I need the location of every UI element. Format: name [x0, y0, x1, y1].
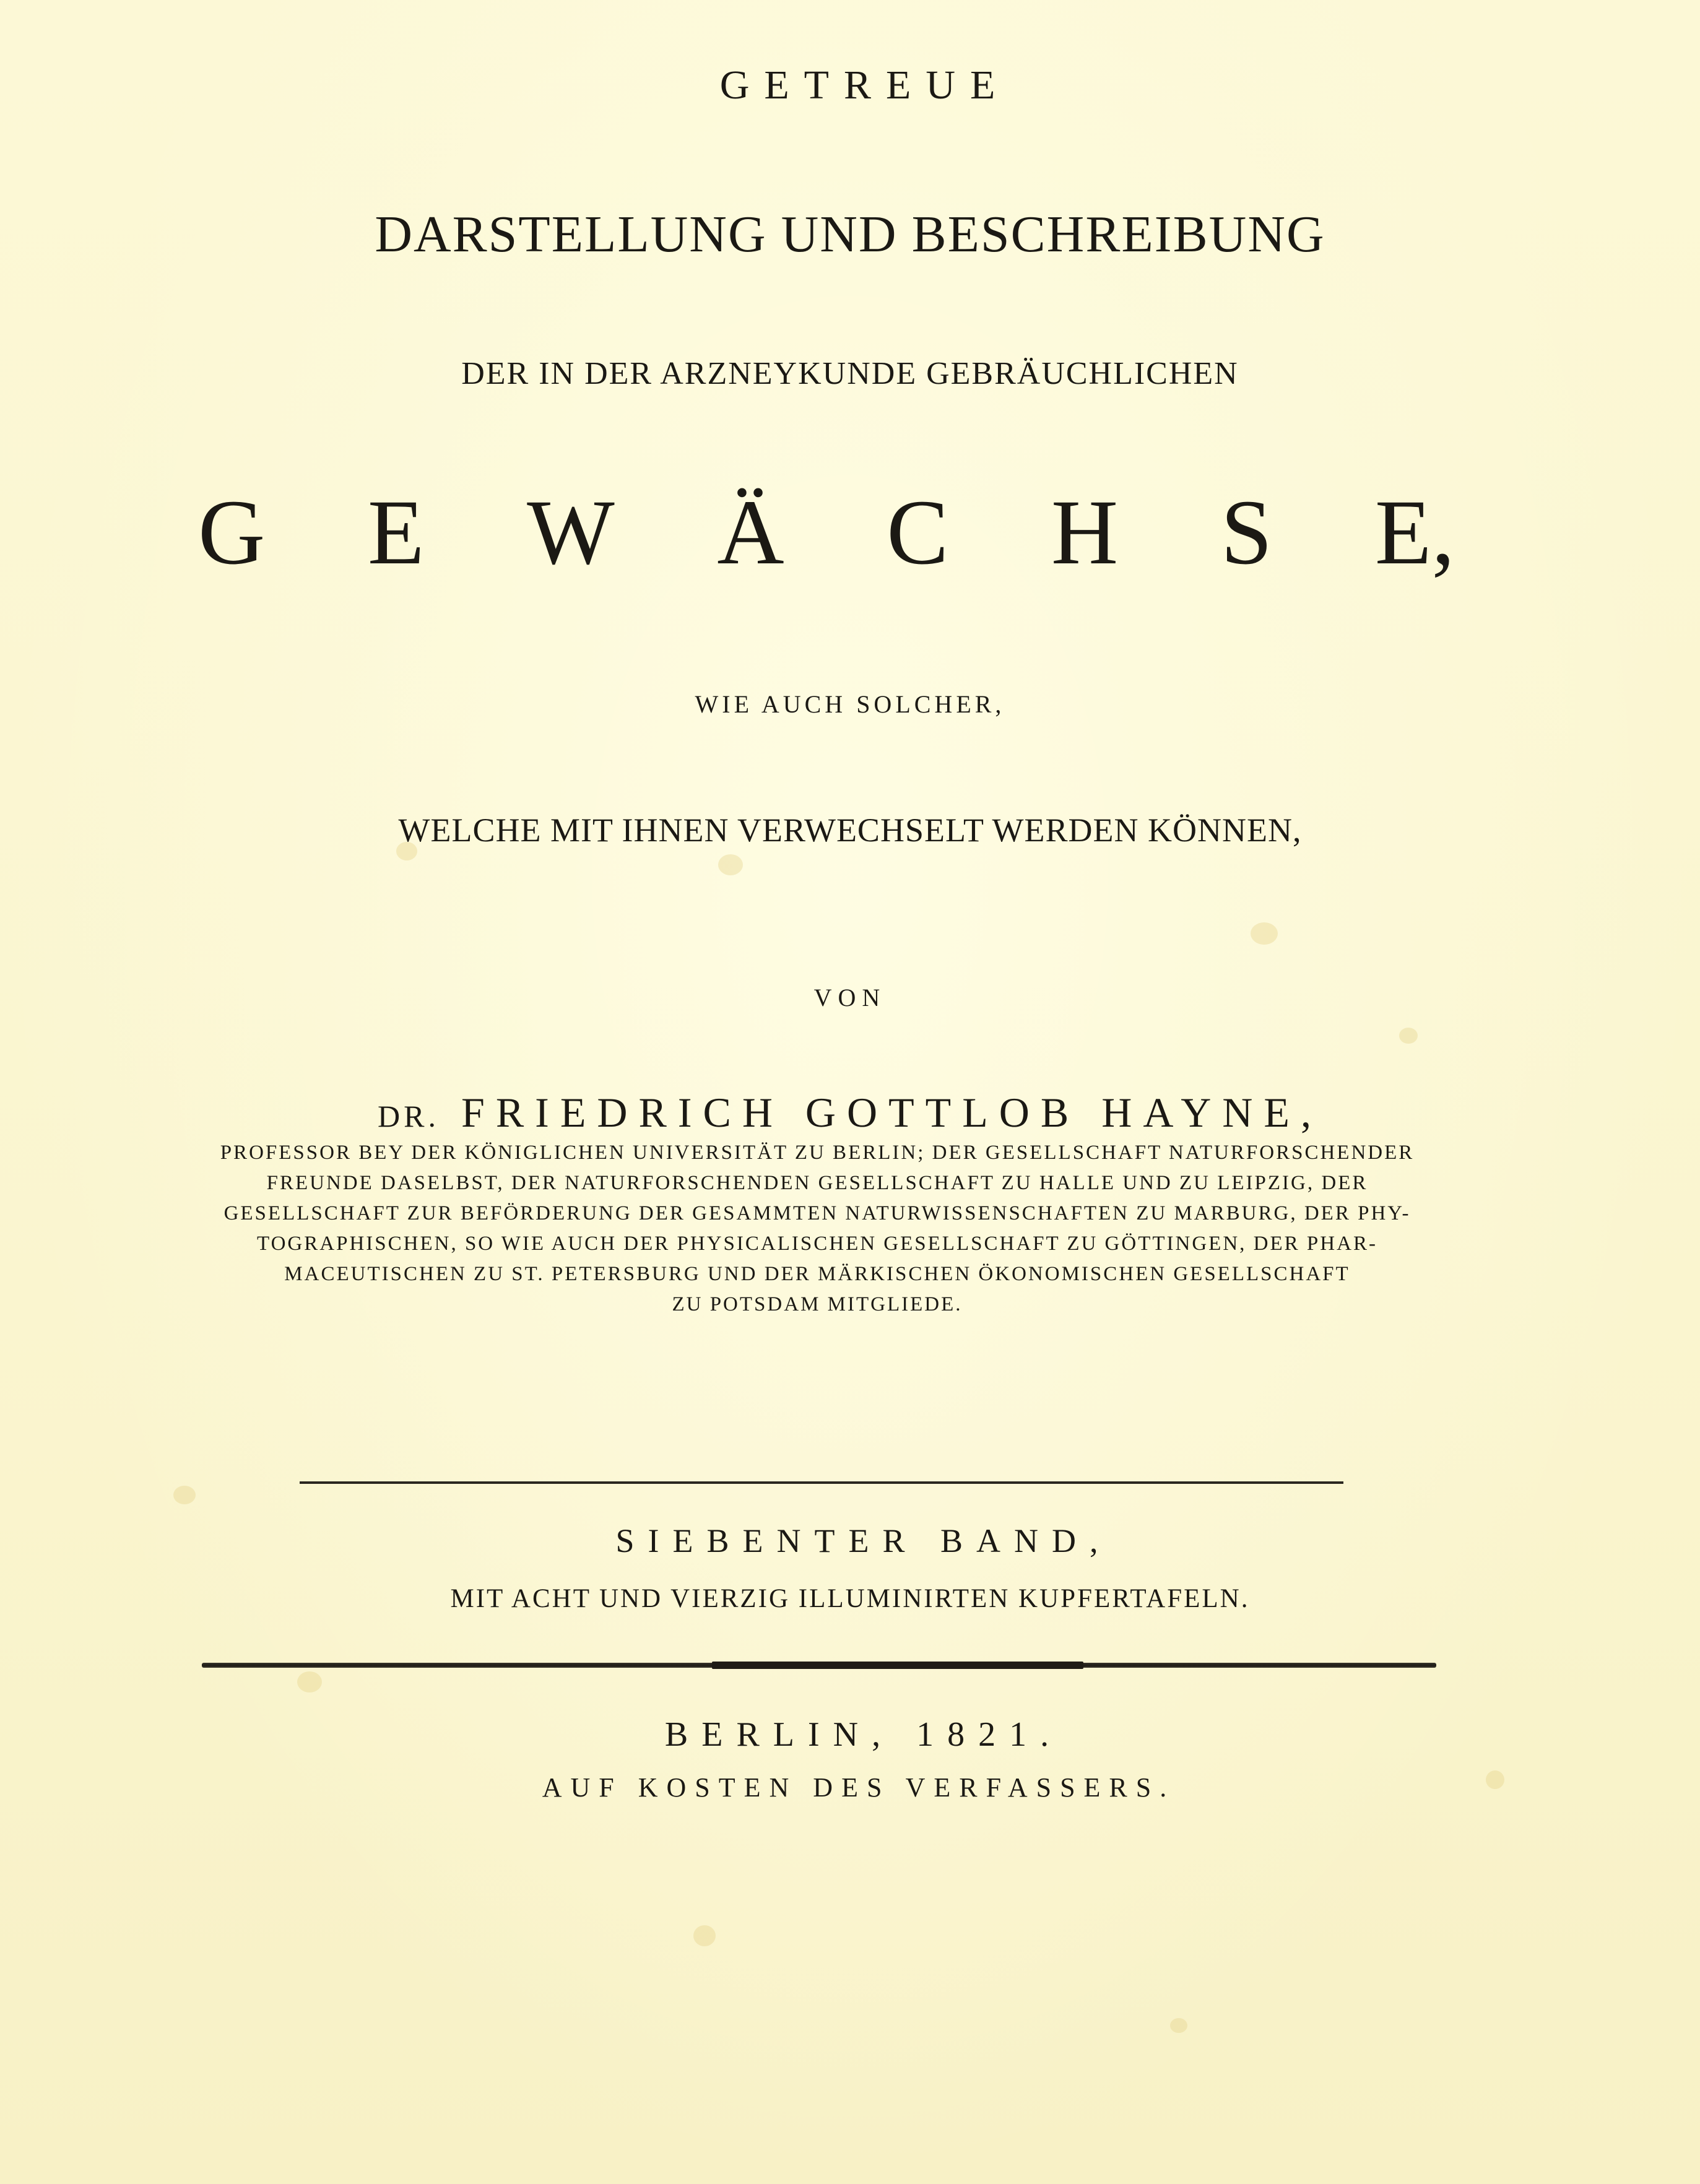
- imprint-publisher: AUF KOSTEN DES VERFASSERS.: [542, 1772, 1176, 1803]
- affiliation-line: GESELLSCHAFT ZUR BEFÖRDERUNG DER GESAMMTEN NATURWISSENSCHAFTEN ZU MARBURG, DER PHY-: [223, 1202, 1411, 1224]
- title-letter: C: [887, 481, 949, 584]
- title-letter: Ä: [717, 481, 784, 584]
- affiliation-line: FREUNDE DASELBST, DER NATURFORSCHENDEN GESELLSCHAFT ZU HALLE UND ZU LEIPZIG, DER: [266, 1172, 1368, 1194]
- author-prefix: DR.: [378, 1099, 440, 1133]
- title-line-darstellung: DARSTELLUNG UND BESCHREIBUNG: [375, 206, 1325, 263]
- foxing-spot: [1170, 2018, 1187, 2033]
- foxing-spot: [718, 854, 743, 875]
- affiliation-line: MACEUTISCHEN ZU ST. PETERSBURG UND DER MÄRKISCHEN ÖKONOMISCHEN GESELLSCHAFT: [284, 1263, 1350, 1285]
- title-line-arzneykunde: DER IN DER ARZNEYKUNDE GEBRÄUCHLICHEN: [461, 356, 1239, 391]
- affiliation-line: TOGRAPHISCHEN, SO WIE AUCH DER PHYSICALISCHEN GESELLSCHAFT ZU GÖTTINGEN, DER PHAR-: [257, 1233, 1377, 1255]
- author-affiliations: [186, 1138, 1449, 1320]
- author-name: FRIEDRICH GOTTLOB HAYNE,: [461, 1089, 1322, 1136]
- title-letter: E,: [1374, 481, 1455, 584]
- ornamental-rule-center: [712, 1662, 1083, 1669]
- title-line-getreue: GETREUE: [719, 63, 1010, 108]
- title-letter: S: [1220, 481, 1273, 584]
- divider-rule: [300, 1481, 1343, 1484]
- author-line: [0, 1088, 1700, 1137]
- byline-von: VON: [813, 984, 887, 1012]
- title-main-word-letters: [198, 483, 1455, 582]
- foxing-spot: [693, 1925, 716, 1946]
- title-line-welche: WELCHE MIT IHNEN VERWECHSELT WERDEN KÖNNEN,: [398, 812, 1302, 849]
- volume-label: SIEBENTER BAND,: [615, 1522, 1112, 1559]
- plates-note: MIT ACHT UND VIERZIG ILLUMINIRTEN KUPFERTAFELN.: [450, 1584, 1250, 1613]
- title-letter: H: [1051, 481, 1119, 584]
- title-line-wie-auch: WIE AUCH SOLCHER,: [695, 690, 1005, 718]
- title-letter: G: [198, 481, 266, 584]
- title-letter: W: [527, 481, 615, 584]
- foxing-spot: [173, 1486, 196, 1504]
- foxing-spot: [1251, 922, 1278, 945]
- affiliation-line: PROFESSOR BEY DER KÖNIGLICHEN UNIVERSITÄT ZU BERLIN; DER GESELLSCHAFT NATURFORSCHENDER: [220, 1142, 1415, 1164]
- foxing-spot: [297, 1671, 322, 1692]
- imprint-place-year: BERLIN, 1821.: [664, 1715, 1063, 1754]
- foxing-spot: [1399, 1028, 1418, 1044]
- title-letter: E: [367, 481, 425, 584]
- affiliation-line: ZU POTSDAM MITGLIEDE.: [672, 1293, 963, 1315]
